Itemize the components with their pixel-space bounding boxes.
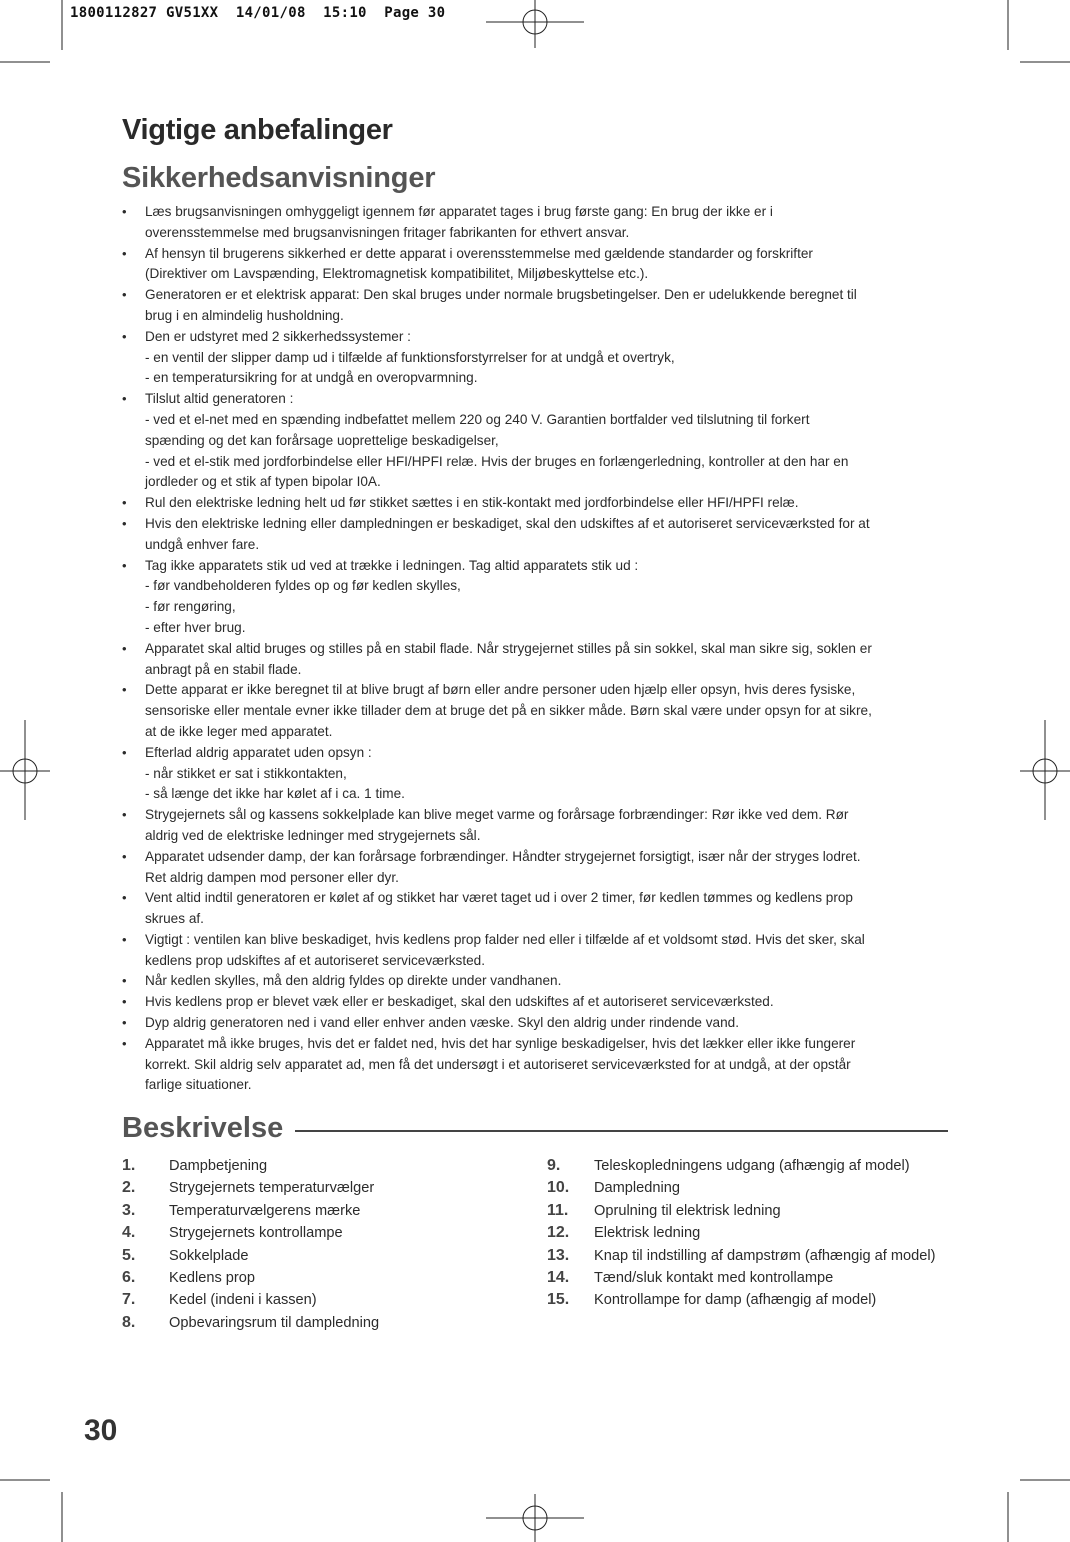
part-label: Oprulning til elektrisk ledning bbox=[594, 1202, 781, 1219]
parts-list-column-1 bbox=[122, 1156, 502, 1335]
safety-item-line: aldrig ved de elektriske ledninger med strygejernets sål. bbox=[145, 827, 481, 843]
safety-item bbox=[122, 992, 952, 1013]
part-number: 10. bbox=[547, 1179, 570, 1197]
part-label: Dampledning bbox=[594, 1180, 680, 1197]
part-number: 3. bbox=[122, 1201, 136, 1219]
safety-item bbox=[122, 1013, 952, 1034]
safety-item-line: Ret aldrig dampen mod personer eller dyr. bbox=[145, 869, 399, 885]
safety-item bbox=[122, 847, 952, 889]
safety-item bbox=[122, 285, 952, 327]
safety-item-line: - så længe det ikke har kølet af i ca. 1 time. bbox=[145, 786, 405, 802]
part-item bbox=[547, 1246, 947, 1266]
safety-item bbox=[122, 930, 952, 972]
part-label: Kontrollampe for damp (afhængig af model) bbox=[594, 1292, 877, 1309]
safety-item-line: - ved et el-net med en spænding indbefattet mellem 220 og 240 V. Garantien bortfalder ved tilslutning til forkert bbox=[145, 411, 810, 427]
safety-item-line: - ved et el-stik med jordforbindelse eller HFI/HPFI relæ. Hvis der bruges en forlængerledning, kontroller at den har en bbox=[145, 453, 849, 469]
safety-item-line: • Hvis kedlens prop er blevet væk eller er beskadiget, skal den udskiftes af et autoriseret serviceværksted. bbox=[145, 994, 774, 1010]
safety-item-line: • Apparatet udsender damp, der kan forårsage forbrændinger. Håndter strygejernet forsigtigt, især når der stryges lodret. bbox=[145, 848, 861, 864]
safety-item-line: • Hvis den elektriske ledning eller dampledningen er beskadiget, skal den udskiftes af et autoriseret serviceværksted for at bbox=[145, 515, 870, 531]
safety-item-line: • Den er udstyret med 2 sikkerhedssystemer : bbox=[145, 328, 411, 344]
safety-item-line: - en temperatursikring for at undgå en overopvarmning. bbox=[145, 370, 478, 386]
safety-item-line: - før vandbeholderen fyldes op og før kedlen skylles, bbox=[145, 578, 461, 594]
safety-item-line: - før rengøring, bbox=[145, 599, 236, 615]
part-number: 1. bbox=[122, 1157, 136, 1174]
safety-item-line: • Dyp aldrig generatoren ned i vand eller enhver anden væske. Skyl den aldrig under rindende vand. bbox=[145, 1015, 739, 1031]
part-label: Knap til indstilling af dampstrøm (afhængig af model) bbox=[594, 1247, 936, 1264]
safety-item bbox=[122, 389, 952, 493]
safety-item-line: undgå enhver fare. bbox=[145, 536, 260, 552]
safety-item-line: - når stikket er sat i stikkontakten, bbox=[145, 765, 347, 781]
safety-item-line: farlige situationer. bbox=[145, 1077, 252, 1093]
safety-item-line: kedlens prop udskiftes af et autoriseret serviceværksted. bbox=[145, 952, 486, 968]
print-slug-line: 1800112827 GV51XX 14/01/08 15:10 Page 30 bbox=[70, 5, 446, 21]
safety-item-line: • Dette apparat er ikke beregnet til at blive brugt af børn eller andre personer uden hjælp eller opsyn, hvis deres fysiske, bbox=[145, 682, 856, 698]
safety-item-line: (Direktiver om Lavspænding, Elektromagnetisk kompatibilitet, Miljøbeskyttelse etc.). bbox=[145, 266, 649, 282]
safety-item-line: • Rul den elektriske ledning helt ud før stikket sættes i en stik-kontakt med jordforbindelse eller HFI/HPFI relæ. bbox=[145, 495, 799, 511]
page-title: Vigtige anbefalinger bbox=[122, 114, 393, 146]
safety-item-line: • Når kedlen skylles, må den aldrig fyldes op direkte under vandhanen. bbox=[145, 973, 562, 989]
section-title-description: Beskrivelse bbox=[122, 1112, 284, 1144]
safety-item-line: at de ikke leger med apparatet. bbox=[145, 723, 333, 739]
safety-item bbox=[122, 680, 952, 742]
part-label: Teleskopledningens udgang (afhængig af model) bbox=[594, 1158, 910, 1174]
safety-item-line: skrues af. bbox=[145, 911, 204, 927]
safety-item-line: sensoriske eller mentale evner ikke tillader dem at bruge det på en sikker måde. Børn skal være under opsyn for at sikre, bbox=[145, 703, 872, 719]
safety-item-line: - en ventil der slipper damp ud i tilfælde af funktionsforstyrrelser for at undgå et overtryk, bbox=[145, 349, 675, 365]
part-number: 9. bbox=[547, 1157, 561, 1174]
part-number: 13. bbox=[547, 1246, 570, 1264]
part-item bbox=[122, 1223, 502, 1243]
part-number: 5. bbox=[122, 1246, 136, 1264]
safety-item bbox=[122, 202, 952, 244]
section-title-safety: Sikkerhedsanvisninger bbox=[122, 162, 436, 194]
safety-item bbox=[122, 556, 952, 639]
part-item bbox=[547, 1268, 947, 1288]
part-item bbox=[122, 1156, 502, 1176]
safety-item bbox=[122, 493, 952, 514]
safety-item bbox=[122, 639, 952, 681]
safety-item-line: • Efterlad aldrig apparatet uden opsyn : bbox=[145, 744, 372, 760]
part-item bbox=[547, 1201, 947, 1221]
safety-item bbox=[122, 888, 952, 930]
safety-item-line: korrekt. Skil aldrig selv apparatet ad, men få det undersøgt i et autoriseret serviceværksted for at undgå, at der opstår bbox=[145, 1056, 851, 1072]
safety-item bbox=[122, 1034, 952, 1096]
page-number: 30 bbox=[84, 1414, 118, 1447]
part-label: Kedel (indeni i kassen) bbox=[169, 1292, 317, 1309]
part-label: Sokkelplade bbox=[169, 1247, 249, 1264]
safety-item bbox=[122, 971, 952, 992]
safety-item-line: brug i en almindelig husholdning. bbox=[145, 307, 344, 323]
part-number: 4. bbox=[122, 1224, 136, 1242]
safety-item-line: overensstemmelse med brugsanvisningen fritager fabrikanten for ethvert ansvar. bbox=[145, 224, 630, 240]
safety-item-line: spænding og det kan forårsage uoprettelige beskadigelser, bbox=[145, 432, 499, 448]
safety-item-line: - efter hver brug. bbox=[145, 619, 246, 635]
part-label: Elektrisk ledning bbox=[594, 1225, 701, 1242]
safety-item-line: • Apparatet skal altid bruges og stilles på en stabil flade. Når strygejernet stilles på sin sokkel, skal man sikre sig, soklen er bbox=[145, 640, 872, 656]
part-item bbox=[547, 1223, 947, 1243]
safety-item-line: • Strygejernets sål og kassens sokkelplade kan blive meget varme og forårsage forbrændinger: Rør ikke ved dem. Rør bbox=[145, 807, 849, 823]
part-label: Strygejernets kontrollampe bbox=[169, 1225, 343, 1242]
safety-item bbox=[122, 805, 952, 847]
part-number: 2. bbox=[122, 1179, 136, 1197]
part-number: 6. bbox=[122, 1268, 136, 1286]
part-item bbox=[122, 1178, 502, 1198]
part-item bbox=[122, 1201, 502, 1221]
safety-item bbox=[122, 327, 952, 389]
safety-item-line: • Generatoren er et elektrisk apparat: Den skal bruges under normale brugsbetingelser. Den er udelukkende beregnet til bbox=[145, 287, 857, 303]
safety-item-line: • Apparatet må ikke bruges, hvis det er faldet ned, hvis det har synlige beskadigelser, hvis det lækker eller ikke fungerer bbox=[145, 1035, 856, 1051]
safety-item bbox=[122, 743, 952, 805]
safety-item-line: • Tag ikke apparatets stik ud ved at trække i ledningen. Tag altid apparatets stik ud : bbox=[145, 557, 639, 573]
part-label: Temperaturvælgerens mærke bbox=[169, 1202, 361, 1219]
part-label: Dampbetjening bbox=[169, 1158, 268, 1174]
safety-item bbox=[122, 244, 952, 286]
part-number: 7. bbox=[122, 1291, 136, 1309]
safety-item-line: • Af hensyn til brugerens sikkerhed er dette apparat i overensstemmelse med gældende standarder og forskrifter bbox=[145, 245, 813, 261]
part-item bbox=[122, 1246, 502, 1266]
part-label: Opbevaringsrum til dampledning bbox=[169, 1314, 380, 1331]
part-item bbox=[122, 1313, 502, 1333]
safety-item-line: • Tilslut altid generatoren : bbox=[145, 391, 294, 407]
part-number: 14. bbox=[547, 1268, 570, 1286]
section-divider bbox=[295, 1130, 948, 1132]
parts-list-column-2 bbox=[547, 1156, 947, 1313]
part-item bbox=[122, 1268, 502, 1288]
part-number: 8. bbox=[122, 1313, 136, 1331]
part-item bbox=[547, 1178, 947, 1198]
safety-item-line: jordleder og et stik af typen bipolar I0A. bbox=[145, 474, 381, 490]
part-item bbox=[547, 1156, 947, 1176]
part-item bbox=[547, 1290, 947, 1310]
safety-instructions-list bbox=[122, 202, 952, 1096]
part-label: Kedlens prop bbox=[169, 1269, 256, 1286]
part-label: Tænd/sluk kontakt med kontrollampe bbox=[594, 1269, 834, 1286]
safety-item-line: • Vent altid indtil generatoren er kølet af og stikket har været taget ud i over 2 timer, før kedlen tømmes og kedlens prop bbox=[145, 890, 853, 906]
part-label: Strygejernets temperaturvælger bbox=[169, 1180, 375, 1197]
safety-item-line: anbragt på en stabil flade. bbox=[145, 661, 302, 677]
safety-item-line: • Vigtigt : ventilen kan blive beskadiget, hvis kedlens prop falder ned eller i tilfælde af et voldsomt stød. Hvis det sker, skal bbox=[145, 931, 865, 947]
description-header bbox=[122, 1112, 948, 1145]
part-number: 12. bbox=[547, 1224, 570, 1242]
safety-item bbox=[122, 514, 952, 556]
safety-item-line: • Læs brugsanvisningen omhyggeligt igennem før apparatet tages i brug første gang: En brug der ikke er i bbox=[145, 204, 773, 219]
part-number: 11. bbox=[547, 1201, 569, 1219]
part-item bbox=[122, 1290, 502, 1310]
part-number: 15. bbox=[547, 1291, 570, 1309]
